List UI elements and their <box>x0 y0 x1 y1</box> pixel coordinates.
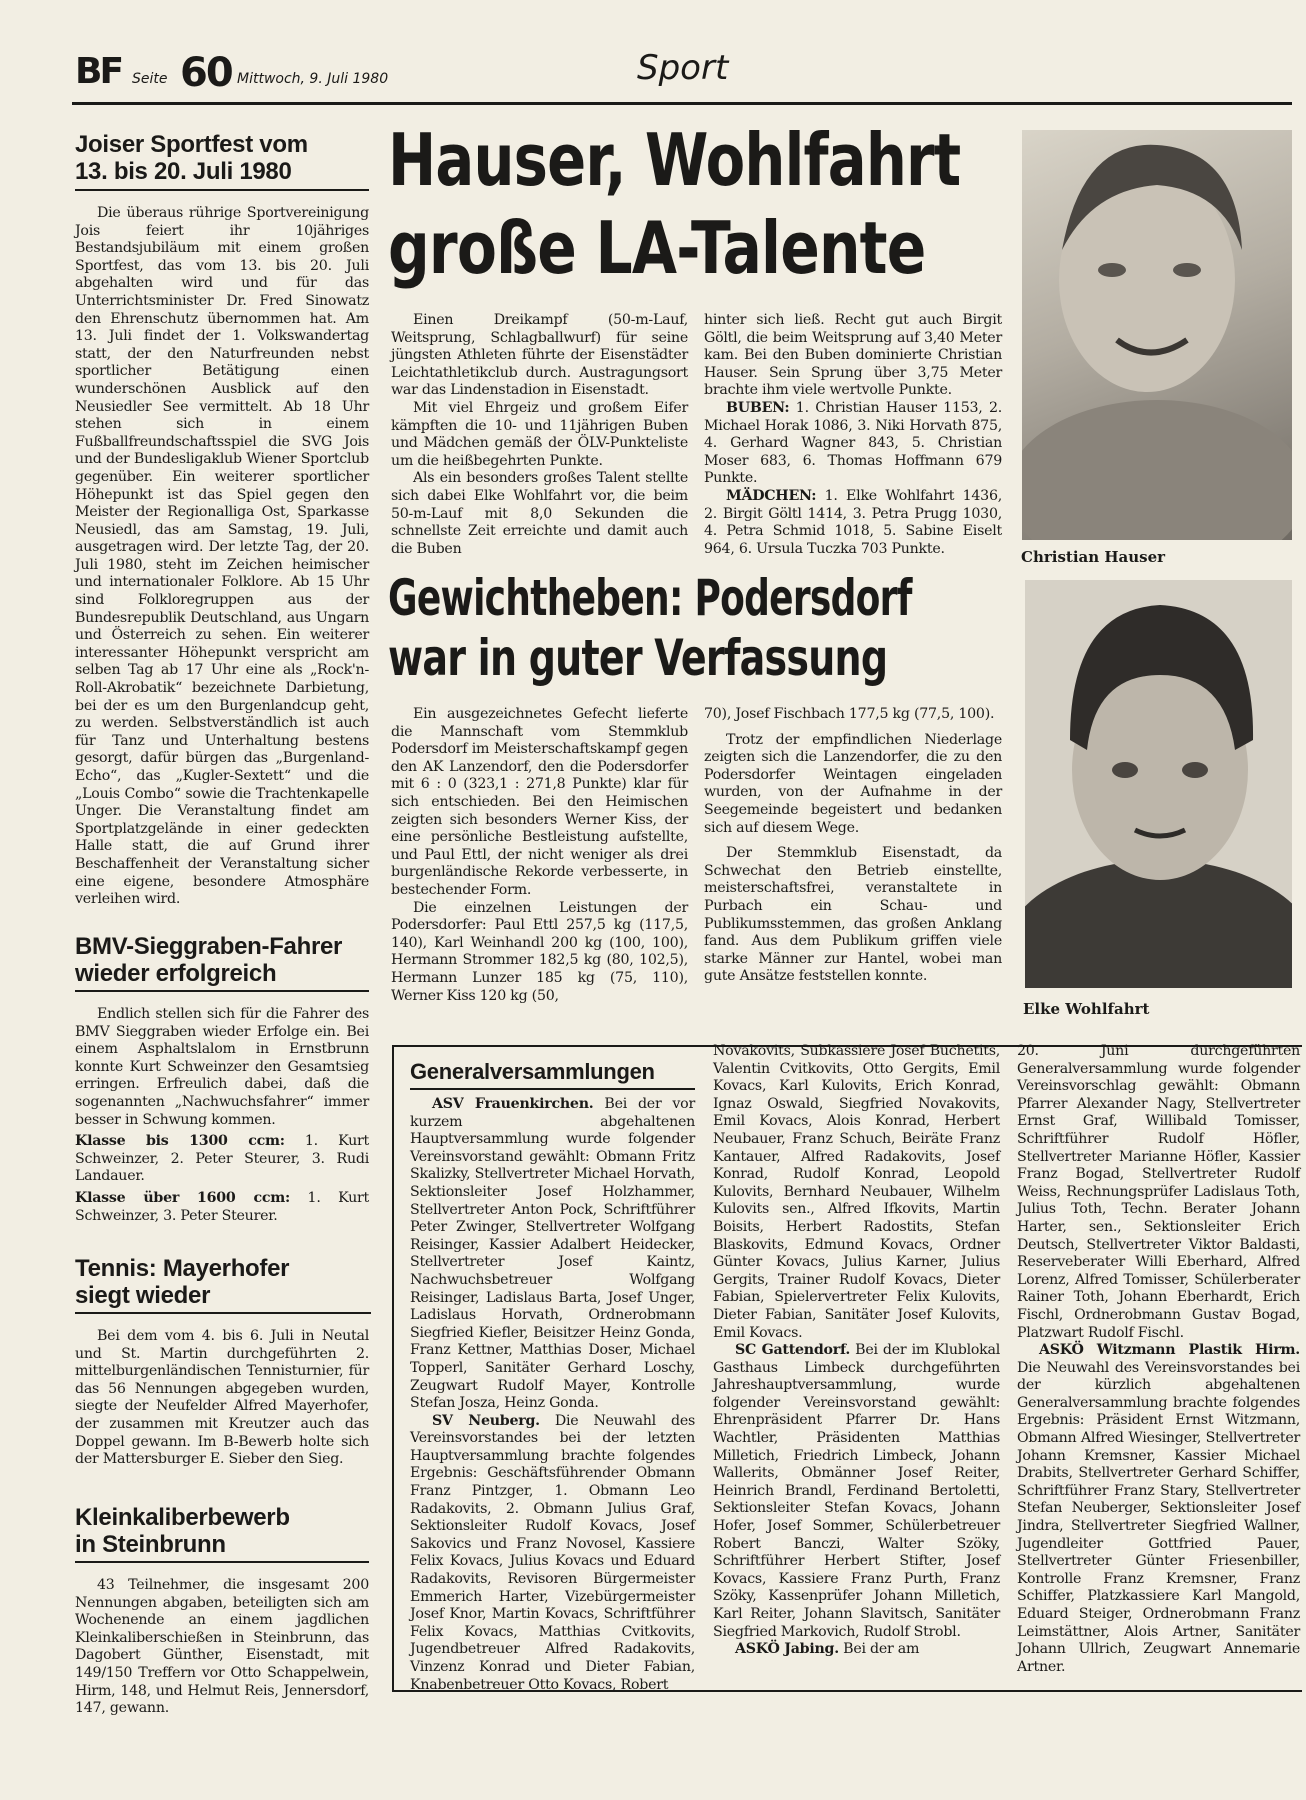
tennis-title-line-1: Tennis: Mayerhofer <box>75 1255 290 1282</box>
hauser-headline-line-1: Hauser, Wohlfahrt <box>388 128 961 202</box>
boy-portrait-icon <box>1022 130 1292 540</box>
page-label: Seite <box>132 71 168 87</box>
bmv-title-line-1: BMV-Sieggraben-Fahrer <box>75 933 343 960</box>
issue-date: Mittwoch, 9. Juli 1980 <box>237 71 389 87</box>
gewicht-paragraph-2 <box>391 900 688 1006</box>
neuberg-entry <box>410 1413 695 1695</box>
masthead-rule <box>72 102 1292 105</box>
girl-portrait-icon <box>1025 580 1292 988</box>
neuberg-continued <box>713 1043 1000 1342</box>
hauser-paragraph-2 <box>391 400 688 470</box>
frauenkirchen-text: Bei der vor kurzem abgehaltenen Hauptversammlung wurde folgender Vereinsvorstand gewählt: Obmann Fritz Skalizky, Stellvertreter Michael Horvath, Sektionsleiter Josef Holzhammer, Stellvertreter Anton Pock, Schriftführer Peter Zwinger, Stellvertreter Wolfgang Reisinger, Kassier Adalbert Heidecker, Stellvertreter Josef Kaintz, Nachwuchsbetreuer Wolfgang Reisinger, Ladislaus Barta, Josef Unger, Ladislaus Horvath, Ordnerobmann Siegfried Kiefler, Beisitzer Heinz Gonda, Franz Kettner, Matthias Doser, Michael Topperl, Sanitäter Gerhard Loschy, Zeugwart Rudolf Mayer, Kontrolle Stefan Josza, Heinz Gonda. <box>410 1096 696 1412</box>
joiser-body: Die überaus rührige Sportvereinigung Jois feiert ihr 10jähriges Bestandsjubiläum mit einem großen Sportfest, das vom 13. bis 20. Juli abgehalten wird und für das Unterrichtsminister Dr. Fred Sinowatz den Ehrenschutz übernommen hat. Am 13. Juli findet der 1. Volkswandertag statt, der den Naturfreunden nebst sportlicher Betätigung einen wunderschönen Ausblick auf den Neusiedler See vermittelt. Ab 18 Uhr stehen sich in einem Fußballfreundschaftsspiel die SVG Jois und der Bundesligaklub Wiener Sportclub gegenüber. Ein weiterer sportlicher Höhepunkt ist das Spiel gegen den Meister der Regionalliga Ost, Sparkasse Neusiedl, das am Samstag, 19. Juli, ausgetragen wird. Der letzte Tag, der 20. Juli 1980, steht im Zeichen heimischer und internationaler Folklore. Ab 15 Uhr sind Folkloregruppen aus der Bundesrepublik Deutschland, aus Ungarn und Österreich zu sehen. Ein weiterer interessanter Höhepunkt verspricht am selben Tag ab 17 Uhr eine als „Rock'n-Roll-Akrobatik“ bezeichnete Darbietung, bei der es um den Burgenlandcup geht, zu werden. Selbstverständlich ist auch für Tanz und Unterhaltung bestens gesorgt, dafür bürgen das „Burgenland-Echo“, das „Kugler-Sextett“ und die „Louis Combo“ sowie die Trachtenkapelle Unger. Die Veranstaltung findet am Sportplatzgelände in einer gedeckten Halle statt, die auf Grund ihrer Beschaffenheit der Veranstaltung sicher eine eigene, besondere Atmosphäre verleihen wird. <box>75 205 369 908</box>
hauser-text-2: Mit viel Ehrgeiz und großem Eifer kämpften die 10- und 11jährigen Buben und Mädchen gemäß der ÖLV-Punkteliste um die heißbegehrten Punkte. <box>391 399 688 469</box>
maedchen-text: 1. Elke Wohlfahrt 1436, 2. Birgit Göltl 1414, 3. Petra Prugg 1030, 4. Petra Schmid 1018, 5. Sabine Eiselt 964, 6. Ursula Tuczka 703 Punkte. <box>704 487 1002 557</box>
bmv-class-1 <box>75 1133 369 1186</box>
bmv-paragraph <box>75 1006 369 1129</box>
gattendorf-entry <box>713 1342 1000 1641</box>
hauser-column-2 <box>704 312 1002 558</box>
masthead <box>72 50 1292 102</box>
hauser-paragraph-1 <box>391 312 688 400</box>
class-1-results: 1. Kurt Schweinzer, 2. Peter Steurer, 3. Rudi Landauer. <box>75 1133 369 1185</box>
gewicht-paragraph-5 <box>704 845 1002 986</box>
jabing-club: ASKÖ Jabing. <box>735 1641 839 1658</box>
page-number: 60 <box>180 50 232 96</box>
neuberg-text: Die Neuwahl des Vereinsvorstandes bei der letzten Hauptversammlung brachte folgendes Ergebnis: Geschäftsführender Obmann Franz Pintzger, 1. Obmann Leo Radakovits, 2. Obmann Julius Graf, Sektionsleiter Rudolf Kovacs, Josef Sakovics und Franz Novosel, Kassiere Felix Kovacs, Julius Kovacs und Eduard Radakovits, Revisoren Bürgermeister Emmerich Harter, Vizebürgermeister Josef Knor, Martin Kovacs, Schriftführer Felix Kovacs, Matthias Cvitkovits, Jugendbetreuer Alfred Radakovits, Vinzenz Konrad und Dieter Fabian, Knabenbetreuer Otto Kovacs, Robert <box>410 1412 695 1693</box>
general-column-3 <box>1017 1043 1300 1676</box>
jabing-text: Bei der am <box>843 1641 920 1658</box>
tennis-body: Bei dem vom 4. bis 6. Juli in Neutal und St. Martin durchgeführten 2. mittelburgenländischen Tennisturnier, für das 56 Nennungen abgegeben wurden, siegte der Neufelder Alfred Mayerhofer, der zusammen mit Kreutzer auch das Doppel gewann. Im B-Bewerb holte sich der Mattersburger E. Sieber den Sieg. <box>75 1328 369 1468</box>
kleinkaliber-body: 43 Teilnehmer, die insgesamt 200 Nennungen abgaben, beteiligten sich am Wochenende an einem jagdlichen Kleinkaliberschießen in Steinbrunn, das Dagobert Günther, Eisenstadt, mit 149/150 Treffern vor Otto Schappelwein, Hirm, 148, und Helmut Reis, Jennersdorf, 147, gewann. <box>75 1577 369 1717</box>
jabing-entry <box>713 1641 1000 1659</box>
joiser-heading <box>75 131 369 191</box>
joiser-paragraph <box>75 205 369 909</box>
buben-text: 1. Christian Hauser 1153, 2. Michael Horak 1086, 3. Niki Horvath 875, 4. Gerhard Wagner 843, 5. Christian Moser 683, 6. Thomas Hoffmann 679 Punkte. <box>704 399 1002 487</box>
tennis-paragraph <box>75 1328 369 1469</box>
buben-label: BUBEN: <box>726 399 790 416</box>
hauser-text-3: Als ein besonders großes Talent stellte sich dabei Elke Wohlfahrt vor, die beim 50-m-Lauf mit 8,0 Sekunden die schnellste Zeit erreichte und damit auch die Buben <box>391 470 688 557</box>
hirm-entry <box>1017 1342 1300 1676</box>
class-2-results: 1. Kurt Schweinzer, 3. Peter Steurer. <box>75 1189 370 1224</box>
gewicht-paragraph-4 <box>704 732 1002 838</box>
general-heading <box>410 1058 695 1090</box>
bmv-heading <box>75 933 369 992</box>
photo-elke-wohlfahrt <box>1025 580 1292 988</box>
newspaper-logo: BF <box>75 51 122 92</box>
class-2-label: Klasse über 1600 ccm: <box>75 1189 291 1206</box>
kleinkaliber-title-line-1: Kleinkaliberbewerb <box>75 1504 290 1531</box>
photo-christian-hauser <box>1022 130 1292 540</box>
hauser-column-1 <box>391 312 688 558</box>
gewicht-text-5: Der Stemmklub Eisenstadt, da Schwechat den Betrieb einstellte, meisterschaftsfrei, veranstaltete in Purbach ein Schau- und Publikumsstemmen, das großen Anklang fand. Aus dem Publikum griffen viele starke Männer zur Hantel, wobei man gute Ansätze feststellen konnte. <box>704 845 1002 985</box>
hauser-text-1: Einen Dreikampf (50-m-Lauf, Weitsprung, Schlagballwurf) für seine jüngsten Athleten führte der Eisenstädter Leichtathletikclub durch. Austragungsort war das Lindenstadion in Eisenstadt. <box>391 312 688 399</box>
hauser-paragraph-3 <box>391 470 688 558</box>
hauser-paragraph-4 <box>704 312 1002 400</box>
maedchen-label: MÄDCHEN: <box>726 487 817 504</box>
bmv-body: Endlich stellen sich für die Fahrer des BMV Sieggraben wieder Erfolge ein. Bei einem Asphaltslalom in Ernstbrunn konnte Kurt Schweinzer den Gesamtsieg erringen. Erfreulich dabei, daß die sogenannten „Nachwuchsfahrer“ immer besser in Schwung kommen. <box>75 1006 369 1128</box>
gewicht-paragraph-3 <box>704 706 1002 724</box>
hirm-text: Die Neuwahl des Vereinsvorstandes bei der kürzlich abgehaltenen Generalversammlung brachte folgendes Ergebnis: Präsident Ernst Witzmann, Obmann Alfred Wiesinger, Stellvertreter Johann Kremsner, Kassier Michael Drabits, Stellvertreter Gerhard Schiffer, Schriftführer Franz Stary, Stellvertreter Stefan Neuberger, Sektionsleiter Josef Jindra, Stellvertreter Siegfried Wallner, Jugendleiter Gottfried Pauer, Stellvertreter Günter Friesenbiller, Kontrolle Franz Kremsner, Franz Schiffer, Platzkassiere Karl Mangold, Eduard Steiger, Ordnerobmann Franz Leimstättner, Alois Artner, Sanitäter Johann Ullrich, Zeugwart Annemarie Artner. <box>1017 1359 1300 1675</box>
frauenkirchen-club: ASV Frauenkirchen. <box>432 1096 594 1112</box>
tennis-heading <box>75 1255 371 1314</box>
kleinkaliber-title-line-2: in Steinbrunn <box>75 1531 226 1558</box>
gewicht-headline <box>388 573 1008 698</box>
gewicht-text-1: Ein ausgezeichnetes Gefecht lieferte die Mannschaft vom Stemmklub Podersdorf im Meisterschaftskampf gegen den AK Lanzendorf, den die Podersdorfer mit 6 : 0 (323,1 : 271,8 Punkte) klar für sich entschieden. Bei den Heimischen zeigten sich besonders Werner Kiss, der eine persönliche Bestleistung aufstellte, und Paul Ettl, der nicht weniger als drei burgenländische Rekorde verbesserte, in bestechender Form. <box>391 706 688 898</box>
kleinkaliber-article <box>75 1504 369 1718</box>
general-box-left-rule <box>392 1045 394 1691</box>
joiser-article <box>75 131 369 909</box>
kleinkaliber-paragraph <box>75 1577 369 1718</box>
maedchen-results <box>704 488 1002 558</box>
gattendorf-club: SC Gattendorf. <box>735 1342 851 1359</box>
class-1-label: Klasse bis 1300 ccm: <box>75 1133 285 1150</box>
caption-elke-wohlfahrt: Elke Wohlfahrt <box>1023 1000 1150 1018</box>
bmv-article <box>75 933 369 1225</box>
kleinkaliber-heading <box>75 1504 369 1563</box>
caption-christian-hauser: Christian Hauser <box>1021 548 1166 566</box>
tennis-article <box>75 1255 369 1469</box>
tennis-title-line-2: siegt wieder <box>75 1282 211 1309</box>
general-column-1 <box>410 1058 695 1694</box>
gewicht-column-2 <box>704 706 1002 986</box>
bmv-class-2 <box>75 1190 369 1225</box>
jabing-continued-text: 20. Juni durchgeführten Generalversammlung wurde folgender Vereinsvorschlag gewählt: Obmann Pfarrer Alexander Nagy, Stellvertreter Ernst Graf, Willibald Tomisser, Schriftführer Rudolf Höfler, Stellvertreter Marianne Höfler, Kassier Franz Bogad, Stellvertreter Rudolf Weiss, Rechnungsprüfer Ladislaus Toth, Julius Toth, Techn. Berater Johann Harter, sen., Sektionsleiter Erich Deutsch, Stellvertreter Viktor Baldasti, Reserveberater Willi Eberhard, Alfred Lorenz, Alfred Tomisser, Schülerberater Rainer Toth, Johann Eberhardt, Erich Fischl, Ordnerobmann Gustav Bogad, Platzwart Rudolf Fischl. <box>1017 1043 1300 1341</box>
buben-results <box>704 400 1002 488</box>
frauenkirchen-entry <box>410 1096 695 1413</box>
hauser-headline-line-2: große LA-Talente <box>388 206 926 290</box>
neuberg-club: SV Neuberg. <box>432 1412 540 1429</box>
section-title: Sport <box>637 48 729 88</box>
gewicht-paragraph-1 <box>391 706 688 900</box>
hauser-headline <box>388 128 1008 303</box>
general-title: Generalversammlungen <box>410 1059 655 1084</box>
jabing-continued <box>1017 1043 1300 1342</box>
gewicht-text-2: Die einzelnen Leistungen der Podersdorfer: Paul Ettl 257,5 kg (117,5, 140), Karl Weinhandl 200 kg (100, 100), Hermann Strommer 182,5 kg (80, 102,5), Hermann Lunzer 185 kg (75, 110), Werner Kiss 120 kg (50, <box>391 899 688 1004</box>
joiser-title-line-2: 13. bis 20. Juli 1980 <box>75 158 292 185</box>
general-column-2 <box>713 1043 1000 1659</box>
joiser-title-line-1: Joiser Sportfest vom <box>75 131 308 158</box>
bmv-title-line-2: wieder erfolgreich <box>75 960 277 987</box>
hirm-club: ASKÖ Witzmann Plastik Hirm. <box>1039 1342 1300 1359</box>
gewicht-headline-line-1: Gewichtheben: Podersdorf <box>388 573 912 627</box>
gewicht-text-3: 70), Josef Fischbach 177,5 kg (77,5, 100). <box>704 706 995 722</box>
neuberg-continued-text: Novakovits, Subkassiere Josef Buchetits, Valentin Cvitkovits, Otto Gergits, Emil Kovacs, Karl Kulovits, Erich Konrad, Ignaz Oswald, Siegfried Novakovits, Emil Kovacs, Alois Konrad, Herbert Neubauer, Franz Schuch, Beiräte Franz Kantauer, Alfred Radakovits, Josef Konrad, Rudolf Konrad, Leopold Kulovits, Bernhard Neubauer, Wilhelm Kulovits sen., Alfred Ifkovits, Martin Boisits, Herbert Radostits, Stefan Blaskovits, Edmund Kovacs, Ordner Günter Kovacs, Julius Karner, Julius Gergits, Trainer Rudolf Kovacs, Dieter Fabian, Spielervertreter Felix Kulovits, Dieter Fabian, Sanitäter Josef Kulovits, Emil Kovacs. <box>713 1043 1000 1341</box>
hauser-text-4: hinter sich ließ. Recht gut auch Birgit Göltl, die beim Weitsprung auf 3,40 Meter kam. Bei den Buben dominierte Christian Hauser. Sein Sprung über 3,75 Meter brachte ihm viele wertvolle Punkte. <box>704 312 1002 399</box>
gewicht-column-1 <box>391 706 688 1005</box>
gewicht-text-4: Trotz der empfindlichen Niederlage zeigten sich die Lanzendorfer, die zu den Podersdorfer Weintagen eingeladen wurden, von der Aufnahme in der Seegemeinde begeistert und bedanken sich auf diesem Wege. <box>704 731 1002 836</box>
gattendorf-text: Bei der im Klublokal Gasthaus Limbeck durchgeführten Jahreshauptversammlung, wurde folgender Vereinsvorstand gewählt: Ehrenpräsident Pfarrer Dr. Hans Wachtler, Präsidenten Matthias Milletich, Friedrich Limbeck, Johann Wallerits, Obmänner Josef Reiter, Heinrich Brandl, Ferdinand Bertoletti, Sektionsleiter Stefan Kovacs, Johann Hofer, Josef Sommer, Schülerbetreuer Robert Banczi, Walter Szöky, Schriftführer Herbert Stifter, Josef Kovacs, Kassiere Franz Purth, Franz Szöky, Kassenprüfer Johann Milletich, Karl Reiter, Johann Slavitsch, Sanitäter Siegfried Markovich, Rudolf Strobl. <box>713 1342 1000 1640</box>
gewicht-headline-line-2: war in guter Verfassung <box>388 629 888 687</box>
